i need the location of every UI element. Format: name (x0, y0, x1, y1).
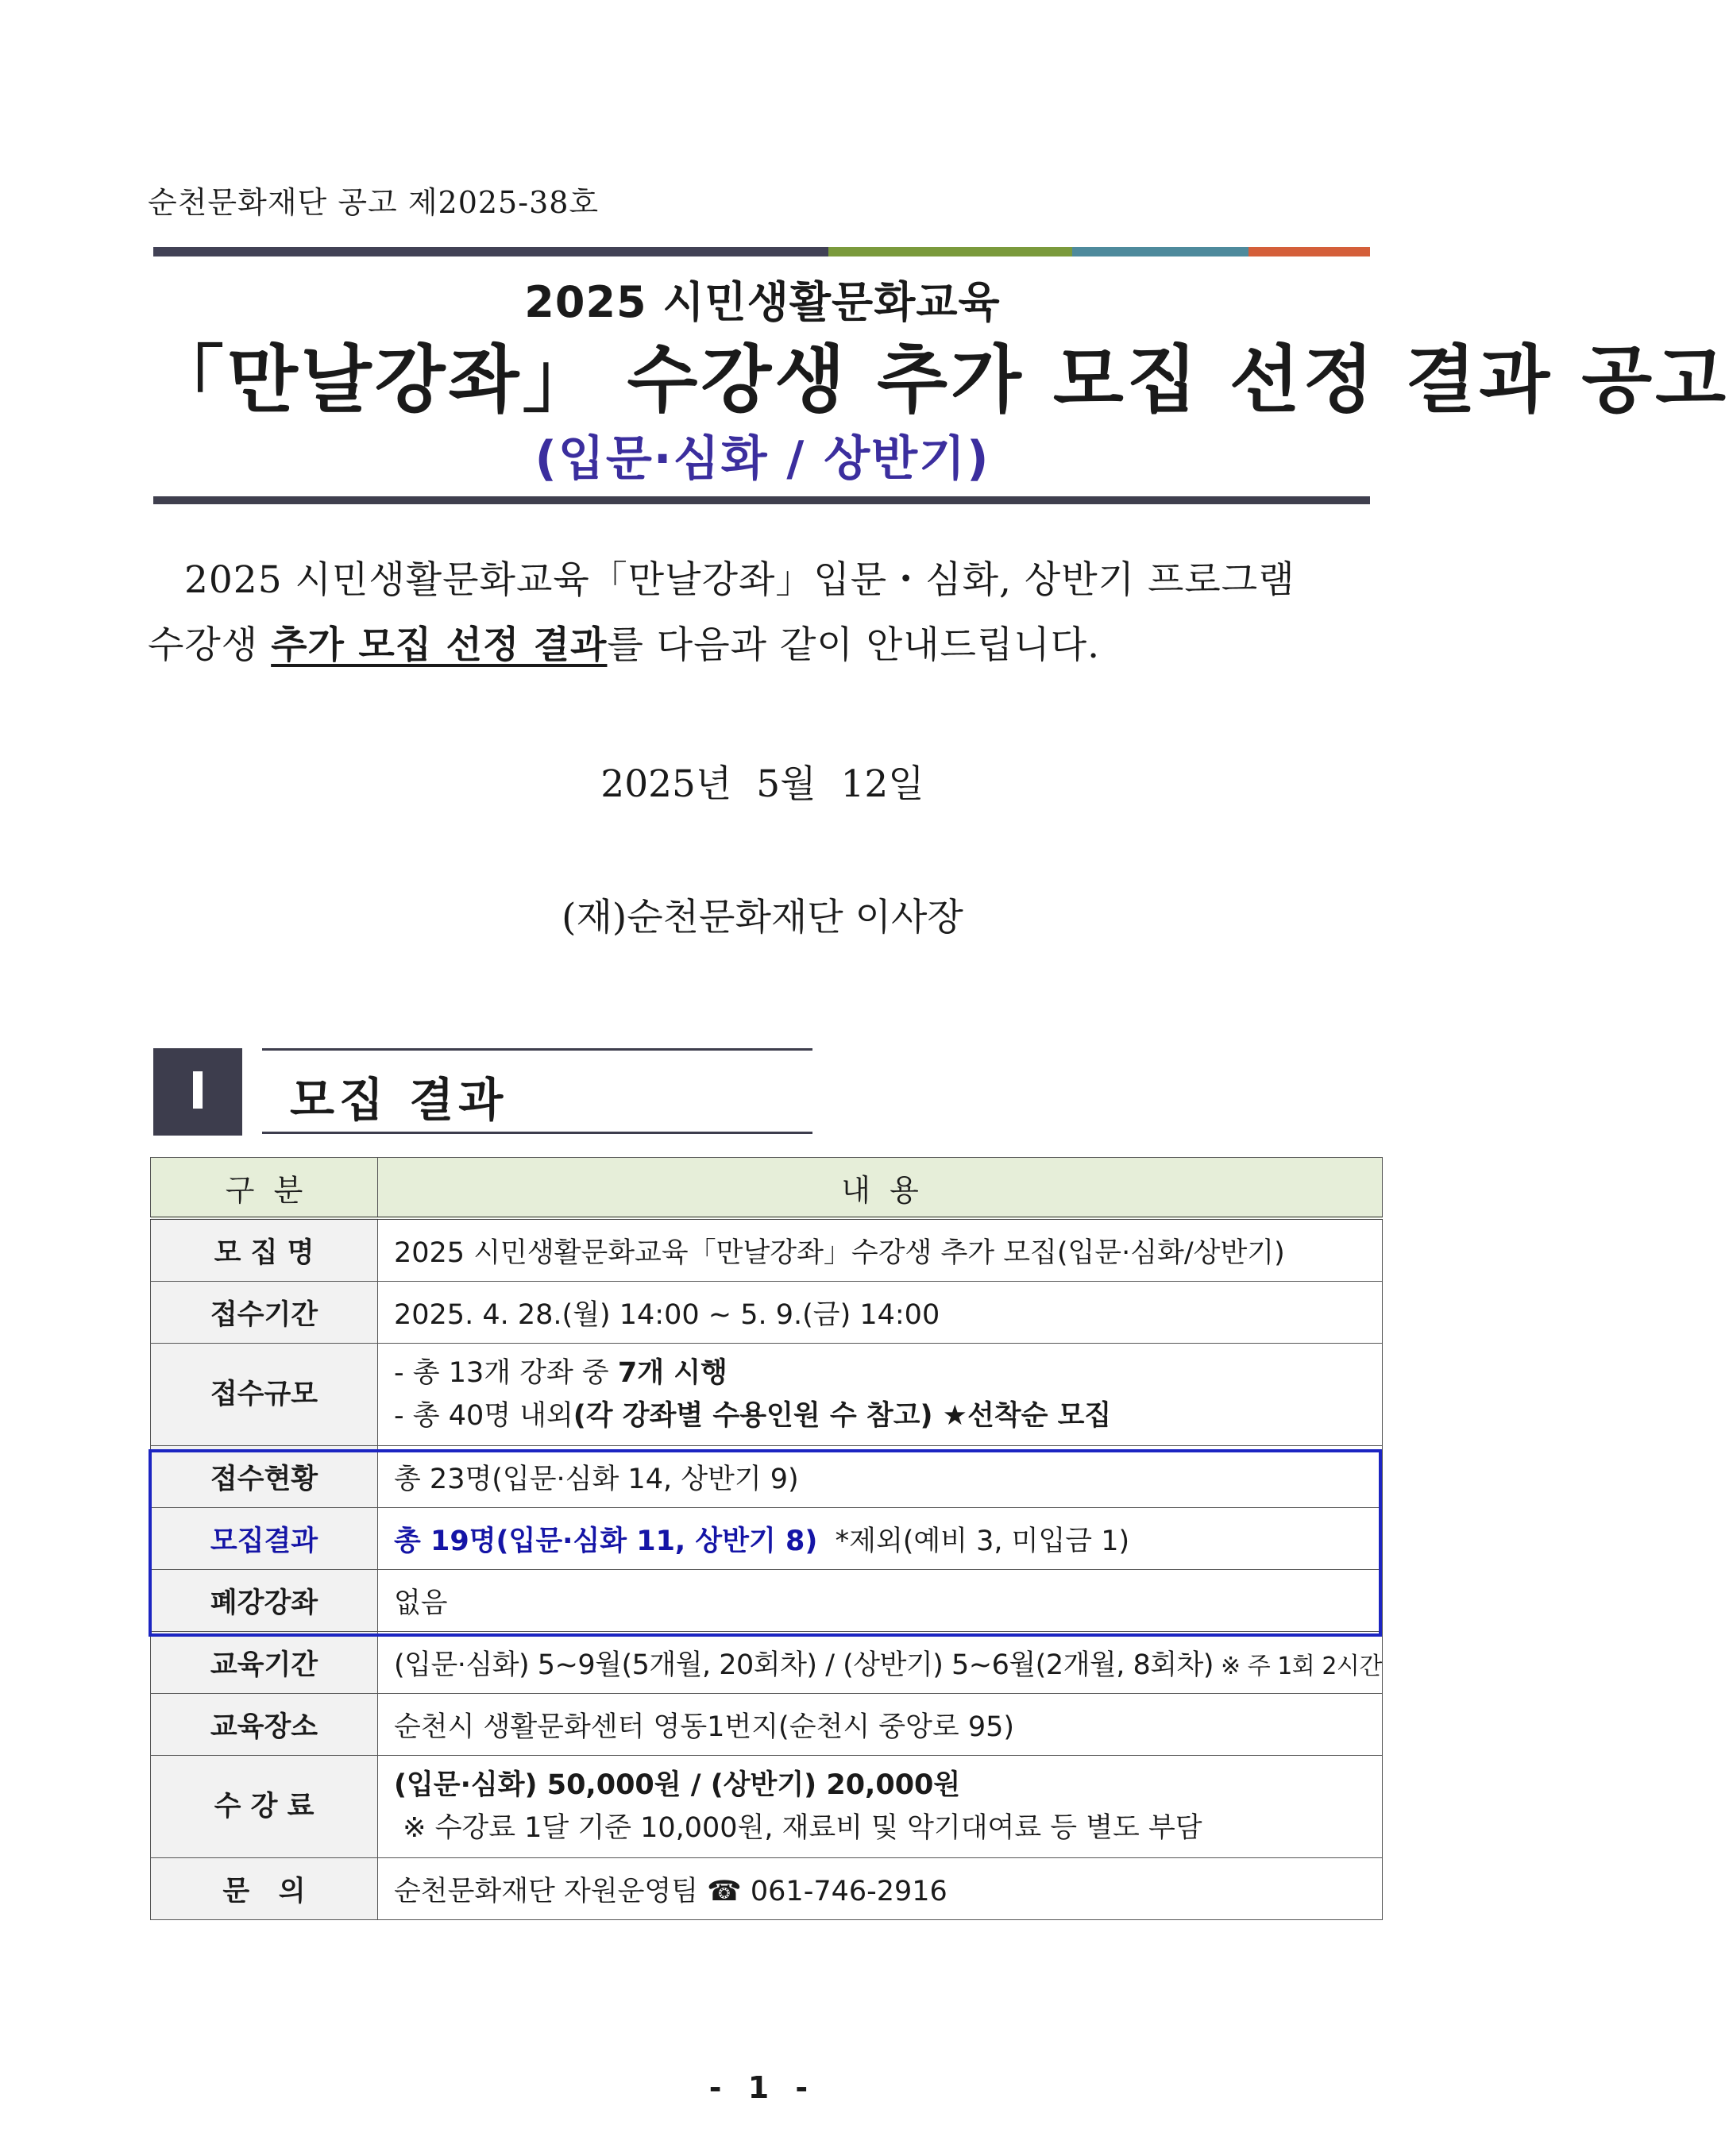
table-row (151, 1282, 1383, 1344)
intro-paragraph (148, 548, 1363, 678)
title-range: (입문·심화 / 상반기) (535, 431, 990, 487)
intro-line-1: 2025 시민생활문화교육「만날강좌」입문・심화, 상반기 프로그램 (184, 558, 1295, 602)
row-label-closed: 폐강강좌 (151, 1570, 378, 1632)
row-label-contact: 문 의 (151, 1858, 378, 1920)
edu-period-note: ※ 주 1회 2시간 (1214, 1652, 1382, 1680)
result-value: 총 19명(입문·심화 11, 상반기 8) (394, 1525, 818, 1557)
row-label-result: 모집결과 (151, 1508, 378, 1570)
row-label-period: 접수기간 (151, 1282, 378, 1344)
section-number: Ⅰ (188, 1063, 207, 1121)
scale-line-1-text: - 총 13개 강좌 중 (394, 1357, 618, 1389)
row-label-status: 접수현황 (151, 1446, 378, 1508)
row-value-fee (378, 1756, 1383, 1858)
result-note: *제외(예비 3, 미입금 1) (817, 1525, 1130, 1557)
signer: (재)순천문화재단 이사장 (562, 896, 963, 939)
fee-line-2: ※ 수강료 1달 기준 10,000원, 재료비 및 악기대여료 등 별도 부담 (394, 1812, 1202, 1844)
scale-line-2-text: - 총 40명 내외 (394, 1400, 573, 1432)
table-row (151, 1694, 1383, 1756)
scale-line-2-bold: (각 강좌별 수용인원 수 참고) ★선착순 모집 (573, 1400, 1112, 1432)
table-row (151, 1756, 1383, 1858)
page-title: 「만날강좌」 수강생 추가 모집 선정 결과 공고 (151, 337, 1729, 422)
table-row (151, 1446, 1383, 1508)
fee-line-1: (입문·심화) 50,000원 / (상반기) 20,000원 (394, 1769, 961, 1801)
edu-period-value: (입문·심화) 5~9월(5개월, 20회차) / (상반기) 5~6월(2개월, 8회차) (394, 1649, 1214, 1681)
row-label-fee: 수 강 료 (151, 1756, 378, 1858)
rule-segment-dark (153, 247, 828, 256)
recruitment-result-table (150, 1157, 1383, 1920)
title-subtitle: 2025 시민생활문화교육 (524, 277, 1001, 327)
table-row (151, 1570, 1383, 1632)
section-top-line (262, 1048, 812, 1051)
title-top-rule (153, 247, 1370, 256)
table-row (151, 1218, 1383, 1282)
intro-highlight: 추가 모집 선정 결과 (271, 623, 608, 667)
row-value-name: 2025 시민생활문화교육「만날강좌」수강생 추가 모집(입문·심화/상반기) (378, 1218, 1383, 1282)
table-row (151, 1632, 1383, 1694)
row-value-closed: 없음 (378, 1570, 1383, 1632)
row-value-edu-period (378, 1632, 1383, 1694)
row-value-contact: 순천문화재단 자원운영팀 ☎ 061-746-2916 (378, 1858, 1383, 1920)
row-label-edu-period: 교육기간 (151, 1632, 378, 1694)
notice-number: 순천문화재단 공고 제2025-38호 (148, 185, 600, 220)
title-bottom-rule (153, 496, 1370, 504)
scale-line-2 (394, 1394, 1366, 1437)
intro-line-2 (148, 613, 1363, 678)
table-header-row (151, 1158, 1383, 1219)
section-bottom-line (262, 1132, 812, 1134)
row-value-status: 총 23명(입문·심화 14, 상반기 9) (378, 1446, 1383, 1508)
row-label-scale: 접수규모 (151, 1344, 378, 1446)
scale-line-1 (394, 1352, 1366, 1394)
row-value-period: 2025. 4. 28.(월) 14:00 ~ 5. 9.(금) 14:00 (378, 1282, 1383, 1344)
row-value-place: 순천시 생활문화센터 영동1번지(순천시 중앙로 95) (378, 1694, 1383, 1756)
row-value-result (378, 1508, 1383, 1570)
section-title: 모집 결과 (290, 1073, 508, 1127)
table-row (151, 1858, 1383, 1920)
rule-segment-teal (1072, 247, 1249, 256)
row-label-name: 모 집 명 (151, 1218, 378, 1282)
row-value-scale (378, 1344, 1383, 1446)
table-row (151, 1344, 1383, 1446)
scale-line-1-bold: 7개 시행 (617, 1357, 727, 1389)
notice-date: 2025년 5월 12일 (600, 762, 924, 806)
section-number-box (153, 1048, 242, 1136)
rule-segment-green (828, 247, 1071, 256)
intro-line-2-pre: 수강생 (148, 623, 272, 667)
intro-line-2-post: 를 다음과 같이 안내드립니다. (607, 623, 1101, 667)
page-number: - 1 - (708, 2070, 816, 2105)
table-header-content: 내 용 (378, 1158, 1383, 1219)
row-label-place: 교육장소 (151, 1694, 378, 1756)
table-header-category: 구 분 (151, 1158, 378, 1219)
table-row (151, 1508, 1383, 1570)
rule-segment-orange (1249, 247, 1370, 256)
